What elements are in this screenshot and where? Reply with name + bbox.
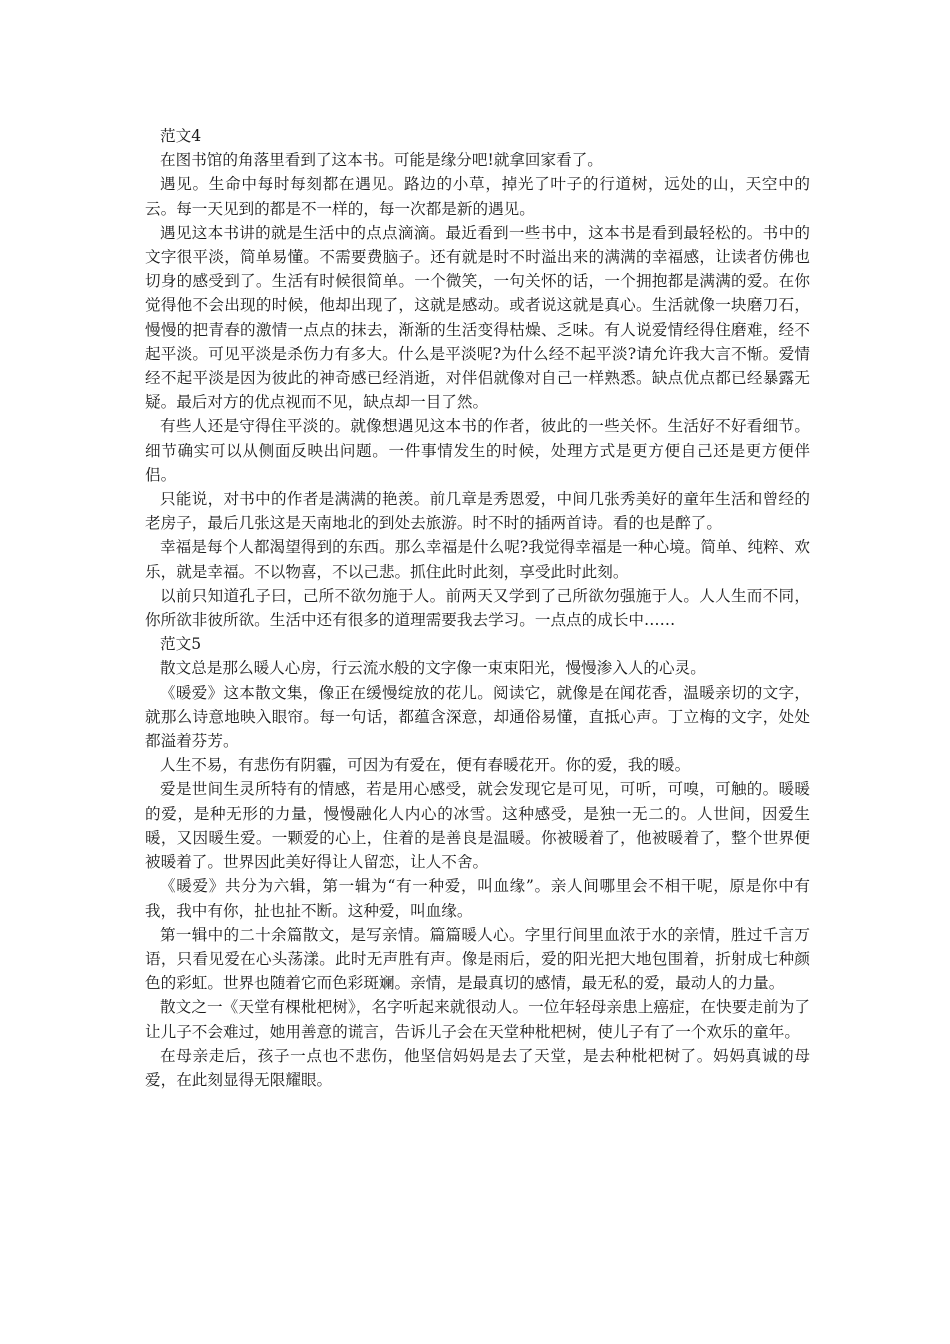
paragraph: 人生不易，有悲伤有阴霾，可因为有爱在，便有春暖花开。你的爱，我的暖。 bbox=[160, 756, 691, 775]
paragraph: 散文总是那么暖人心房，行云流水般的文字像一束束阳光，慢慢渗入人的心灵。 bbox=[160, 659, 706, 678]
section-heading: 范文5 bbox=[160, 635, 202, 654]
section-heading: 范文4 bbox=[160, 127, 202, 145]
paragraph: 有些人还是守得住平淡的。就像想遇见这本书的作者，彼此的一些关怀。生活好不好看细节。细节确实可以从侧面反映出问题。一件事情发生的时候，处理方式是更方便自己还是更方便伴侣。 bbox=[145, 417, 810, 484]
paragraph: 幸福是每个人都渴望得到的东西。那么幸福是什么呢?我觉得幸福是一种心境。简单、纯粹、欢乐，就是幸福。不以物喜，不以己悲。抓住此时此刻，享受此时此刻。 bbox=[145, 538, 810, 581]
document-page bbox=[145, 124, 810, 1092]
paragraph: 遇见。生命中每时每刻都在遇见。路边的小草，掉光了叶子的行道树，远处的山，天空中的云。每一天见到的都是不一样的，每一次都是新的遇见。 bbox=[145, 175, 810, 218]
paragraph: 只能说，对书中的作者是满满的艳羡。前几章是秀恩爱，中间几张秀美好的童年生活和曾经的老房子，最后几张这是天南地北的到处去旅游。时不时的插两首诗。看的也是醉了。 bbox=[145, 490, 810, 533]
paragraph: 爱是世间生灵所特有的情感，若是用心感受，就会发现它是可见，可听，可嗅，可触的。暖暖的爱，是种无形的力量，慢慢融化人内心的冰雪。这种感受，是独一无二的。人世间，因爱生暖，又因暖生爱。一颗爱的心上，住着的是善良是温暖。你被暖着了，他被暖着了，整个世界便被暖着了。世界因此美好得让人留恋，让人不舍。 bbox=[145, 780, 810, 872]
paragraph: 《暖爱》共分为六辑，第一辑为“有一种爱，叫血缘”。亲人间哪里会不相干呢，原是你中有我，我中有你，扯也扯不断。这种爱，叫血缘。 bbox=[145, 877, 810, 920]
paragraph: 第一辑中的二十余篇散文，是写亲情。篇篇暖人心。字里行间里血浓于水的亲情，胜过千言万语，只看见爱在心头荡漾。此时无声胜有声。像是雨后，爱的阳光把大地包围着，折射成七种颜色的彩虹。世界也随着它而色彩斑斓。亲情，是最真切的感情，最无私的爱，最动人的力量。 bbox=[145, 925, 810, 993]
paragraph: 散文之一《天堂有棵枇杷树》，名字听起来就很动人。一位年轻母亲患上癌症，在快要走前为了让儿子不会难过，她用善意的谎言，告诉儿子会在天堂种枇杷树，使儿子有了一个欢乐的童年。 bbox=[145, 998, 810, 1041]
paragraph: 遇见这本书讲的就是生活中的点点滴滴。最近看到一些书中，这本书是看到最轻松的。书中的文字很平淡，简单易懂。不需要费脑子。还有就是时不时溢出来的满满的幸福感，让读者仿佛也切身的感受到了。生活有时候很简单。一个微笑，一句关怀的话，一个拥抱都是满满的爱。在你觉得他不会出现的时候，他却出现了，这就是感动。或者说这就是真心。生活就像一块磨刀石，慢慢的把青春的激情一点点的抹去，渐渐的生活变得枯燥、乏味。有人说爱情经得住磨难，经不起平淡。可见平淡是杀伤力有多大。什么是平淡呢?为什么经不起平淡?请允许我大言不惭。爱情经不起平淡是因为彼此的神奇感已经消逝，对伴侣就像对自己一样熟悉。缺点优点都已经暴露无疑。最后对方的优点视而不见，缺点却一目了然。 bbox=[145, 223, 810, 412]
paragraph: 在母亲走后，孩子一点也不悲伤，他坚信妈妈是去了天堂，是去种枇杷树了。妈妈真诚的母爱，在此刻显得无限耀眼。 bbox=[145, 1046, 810, 1089]
paragraph: 在图书馆的角落里看到了这本书。可能是缘分吧!就拿回家看了。 bbox=[160, 151, 603, 170]
paragraph: 《暖爱》这本散文集，像正在缓慢绽放的花儿。阅读它，就像是在闻花香，温暖亲切的文字，就那么诗意地映入眼帘。每一句话，都蕴含深意，却通俗易懂，直抵心声。丁立梅的文字，处处都溢着芬芳。 bbox=[145, 683, 810, 751]
paragraph: 以前只知道孔子曰，己所不欲勿施于人。前两天又学到了己所欲勿强施于人。人人生而不同，你所欲非彼所欲。生活中还有很多的道理需要我去学习。一点点的成长中…… bbox=[145, 586, 810, 630]
